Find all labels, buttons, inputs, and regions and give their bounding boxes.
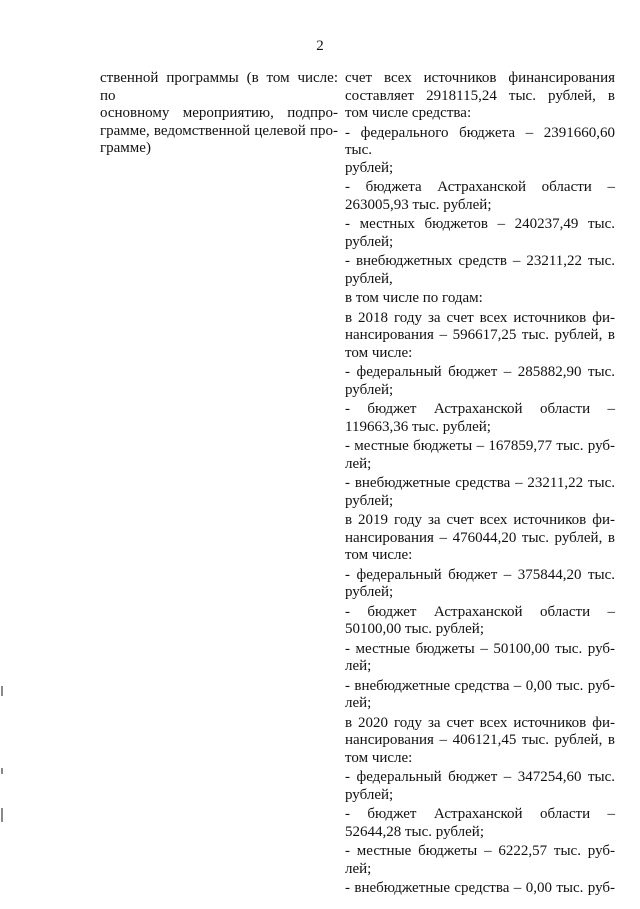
right-column-line: - местные бюджеты – 167859,77 тыс. руб- xyxy=(345,438,615,454)
right-column-line: рублей; xyxy=(345,381,394,398)
right-column-line: рублей, xyxy=(345,270,393,287)
right-column-line: счет всех источников финансирования xyxy=(345,70,615,86)
right-column-line: нансирования – 596617,25 тыс. рублей, в xyxy=(345,327,615,343)
right-column-line: лей; xyxy=(345,695,372,711)
right-column-line: 50100,00 тыс. рублей; xyxy=(345,621,484,637)
right-column-line: - бюджета Астраханской области – xyxy=(345,179,615,195)
right-column-line: в 2018 году за счет всех источников фи- xyxy=(345,309,615,326)
right-column-line: - бюджет Астраханской области – xyxy=(345,603,615,620)
right-column-line: рублей; xyxy=(345,492,394,509)
right-column-line: 263005,93 тыс. рублей; xyxy=(345,196,492,213)
left-column-line: ственной программы (в том числе: по xyxy=(100,70,338,104)
right-column-line: - местных бюджетов – 240237,49 тыс. xyxy=(345,216,615,232)
right-column-line: том числе средства: xyxy=(345,105,472,121)
right-column-line: нансирования – 476044,20 тыс. рублей, в xyxy=(345,529,615,546)
left-column-line: основному мероприятию, подпро- xyxy=(100,105,338,121)
right-column-line: - федеральный бюджет – 285882,90 тыс. xyxy=(345,364,615,380)
right-column-line: - внебюджетных средств – 23211,22 тыс. xyxy=(345,253,615,269)
right-column-line: том числе: xyxy=(345,749,413,766)
right-column-line: - бюджет Астраханской области – xyxy=(345,806,615,822)
right-column-line: - внебюджетные средства – 0,00 тыс. руб- xyxy=(345,880,615,896)
right-column-line: - федеральный бюджет – 375844,20 тыс. xyxy=(345,566,615,583)
right-column-line: рублей; xyxy=(345,233,394,250)
right-column-line: лей; xyxy=(345,860,372,877)
right-column-line: рублей; xyxy=(345,786,394,803)
left-column xyxy=(100,70,338,158)
left-column-line: грамме, ведомственной целевой про- xyxy=(100,122,338,139)
right-column-line: лей; xyxy=(345,455,372,472)
right-column-line: лей; xyxy=(345,658,372,674)
right-column-line: рублей; xyxy=(345,159,394,176)
scan-margin-mark xyxy=(1,686,3,696)
right-column-line: в 2020 году за счет всех источников фи- xyxy=(345,714,615,731)
right-column-line: - местные бюджеты – 50100,00 тыс. руб- xyxy=(345,640,615,657)
right-column-line: 52644,28 тыс. рублей; xyxy=(345,823,484,840)
right-column-line: нансирования – 406121,45 тыс. рублей, в xyxy=(345,732,615,748)
right-column-line: в том числе по годам: xyxy=(345,290,483,306)
right-column-line: в 2019 году за счет всех источников фи- xyxy=(345,512,615,528)
right-column-line: - внебюджетные средства – 23211,22 тыс. xyxy=(345,475,615,491)
left-column-line: грамме) xyxy=(100,140,151,156)
right-column-line: - местные бюджеты – 6222,57 тыс. руб- xyxy=(345,843,615,859)
scan-margin-mark xyxy=(1,808,3,822)
right-column-line: - федеральный бюджет – 347254,60 тыс. xyxy=(345,769,615,785)
right-column-line: том числе: xyxy=(345,547,413,563)
right-column-line: - внебюджетные средства – 0,00 тыс. руб- xyxy=(345,677,615,694)
right-column-line: том числе: xyxy=(345,344,413,361)
right-column-line: - бюджет Астраханской области – xyxy=(345,401,615,417)
scan-margin-mark xyxy=(1,768,3,774)
right-column-line: 119663,36 тыс. рублей; xyxy=(345,418,491,435)
right-column-line: составляет 2918115,24 тыс. рублей, в xyxy=(345,87,615,104)
right-column xyxy=(345,70,615,898)
page-number: 2 xyxy=(316,38,324,54)
right-column-line: - федерального бюджета – 2391660,60 тыс. xyxy=(345,124,615,158)
right-column-line: рублей; xyxy=(345,584,394,600)
